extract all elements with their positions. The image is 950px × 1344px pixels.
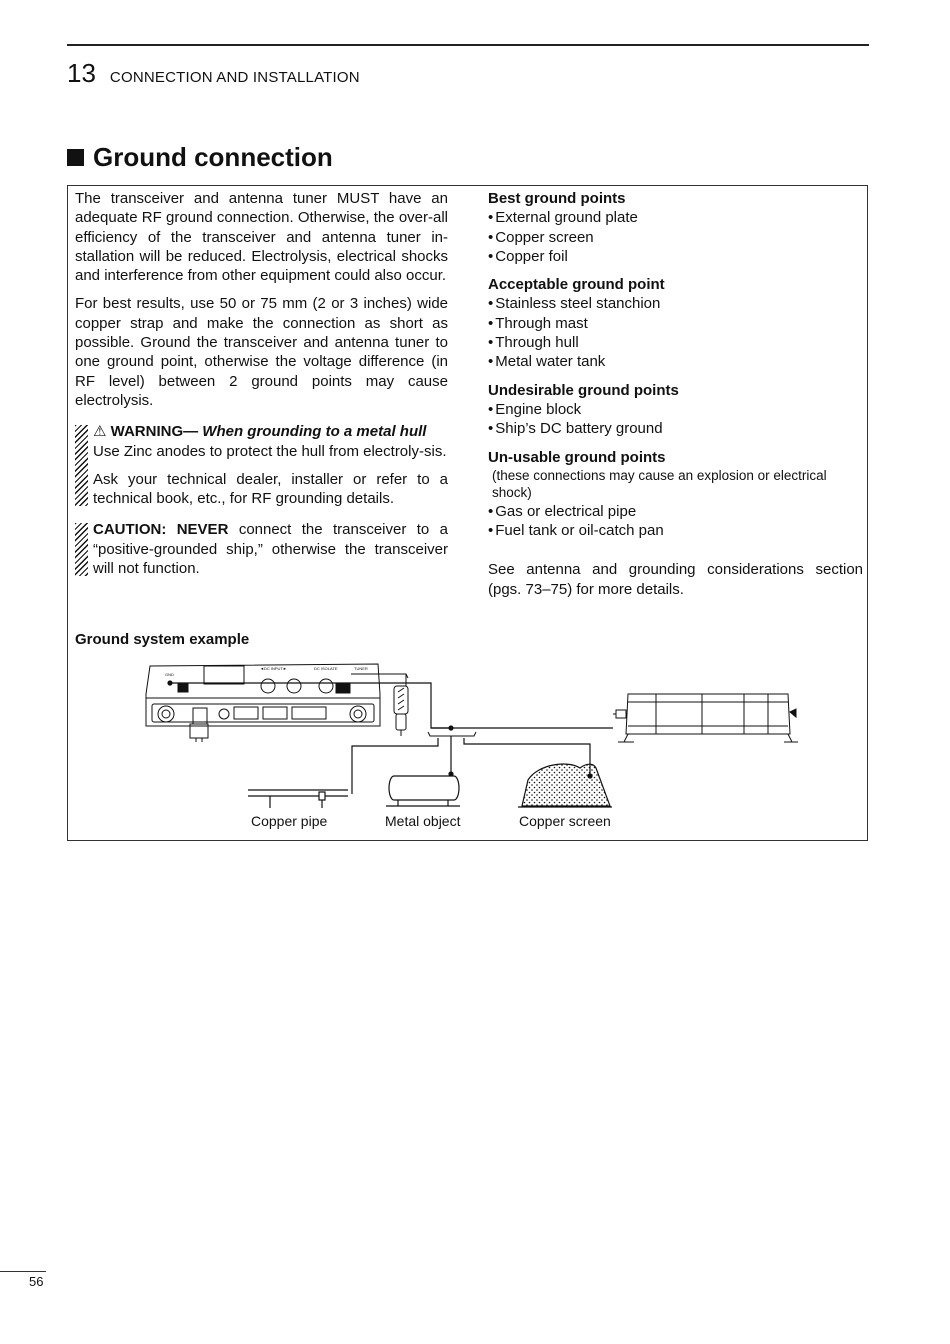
list-item: • Fuel tank or oil-catch pan [488, 521, 863, 540]
see-more-text: See antenna and grounding considerations section (pgs. 73–75) for more details. [488, 561, 863, 598]
diagram-title: Ground system example [75, 631, 250, 648]
group-heading: Undesirable ground points [488, 381, 679, 399]
group-heading: Best ground points [488, 190, 626, 207]
right-column [488, 189, 863, 614]
left-column [75, 189, 448, 586]
caution-label: CAUTION: NEVER [93, 521, 229, 539]
section-title-text: Ground connection [93, 142, 333, 172]
transceiver-panel [146, 664, 380, 742]
best-results-paragraph: For best results, use 50 or 75 mm (2 or 3 inches) wide copper strap and make the connection as short as possible. Ground the transceiver and antenna tuner to one ground point, otherwise the voltage difference (in RF level) between 2 ground points may cause electrolysis. [75, 295, 448, 409]
list-item: • Engine block [488, 400, 863, 419]
unusable-ground-points [488, 448, 863, 541]
list-item: • Copper screen [488, 228, 863, 247]
copper-pipe-illustration [248, 790, 348, 808]
caution-notice [75, 520, 448, 578]
list-item: • Ship’s DC battery ground [488, 419, 863, 438]
list-item: • Copper foil [488, 247, 863, 266]
chapter-header [67, 58, 360, 89]
section-title [67, 142, 333, 173]
metal-object-label: Metal object [385, 813, 461, 829]
list-item: • Metal water tank [488, 352, 863, 371]
copper-pipe-label: Copper pipe [251, 813, 328, 829]
undesirable-ground-points [488, 381, 863, 439]
panel-gnd-label: GND [165, 672, 174, 677]
warning-triangle-icon: ⚠ [93, 423, 107, 441]
page-number: 56 [29, 1274, 44, 1289]
group-heading: Un-usable ground points [488, 448, 666, 466]
square-bullet-icon [67, 149, 84, 166]
hatch-marker-icon [75, 523, 88, 576]
footer-rule [0, 1271, 46, 1272]
panel-dc-label: ◄DC INPUT► [260, 666, 287, 671]
group-heading: Acceptable ground point [488, 276, 665, 294]
intro-paragraph: The transceiver and antenna tuner MUST have an adequate RF ground connection. Otherwise, the over-all efficiency of the transceiver and antenna tuner in-stallation will be reduced. Electrolysis, electrical shocks and interference from other equipment could also occur. [75, 190, 448, 285]
copper-screen-label: Copper screen [519, 813, 611, 829]
list-item: • Through hull [488, 333, 863, 352]
list-item: • Through mast [488, 314, 863, 333]
best-ground-points [488, 189, 863, 266]
hatch-marker-icon [75, 425, 88, 506]
list-item: • Stainless steel stanchion [488, 294, 863, 313]
chapter-title: CONNECTION AND INSTALLATION [109, 69, 360, 86]
header-rule [67, 44, 869, 46]
copper-screen-illustration [518, 764, 612, 807]
ground-system-diagram [68, 656, 869, 841]
caution-text: connect the transceiver to a “positive-grounded ship,” otherwise the transceiver will not function. [93, 521, 448, 578]
antenna-tuner [613, 694, 798, 742]
list-item: • External ground plate [488, 208, 863, 227]
warning-text-dealer: Ask your technical dealer, installer or refer to a technical book, etc., for RF grounding details. [93, 470, 448, 508]
chapter-number: 13 [67, 58, 96, 88]
content-frame [67, 185, 868, 841]
metal-object-illustration [386, 776, 460, 806]
warning-notice [75, 422, 448, 508]
unusable-note: (these connections may cause an explosion or electrical shock) [492, 467, 827, 501]
warning-heading: When grounding to a metal hull [202, 423, 427, 441]
panel-isolate-label: DC ISOLATE [314, 666, 338, 671]
warning-label: WARNING— [110, 423, 199, 441]
warning-text-zinc: Use Zinc anodes to protect the hull from electroly-sis. [93, 442, 447, 460]
list-item: • Gas or electrical pipe [488, 502, 863, 521]
panel-tuner-label: TUNER [354, 666, 368, 671]
acceptable-ground-point [488, 275, 863, 371]
